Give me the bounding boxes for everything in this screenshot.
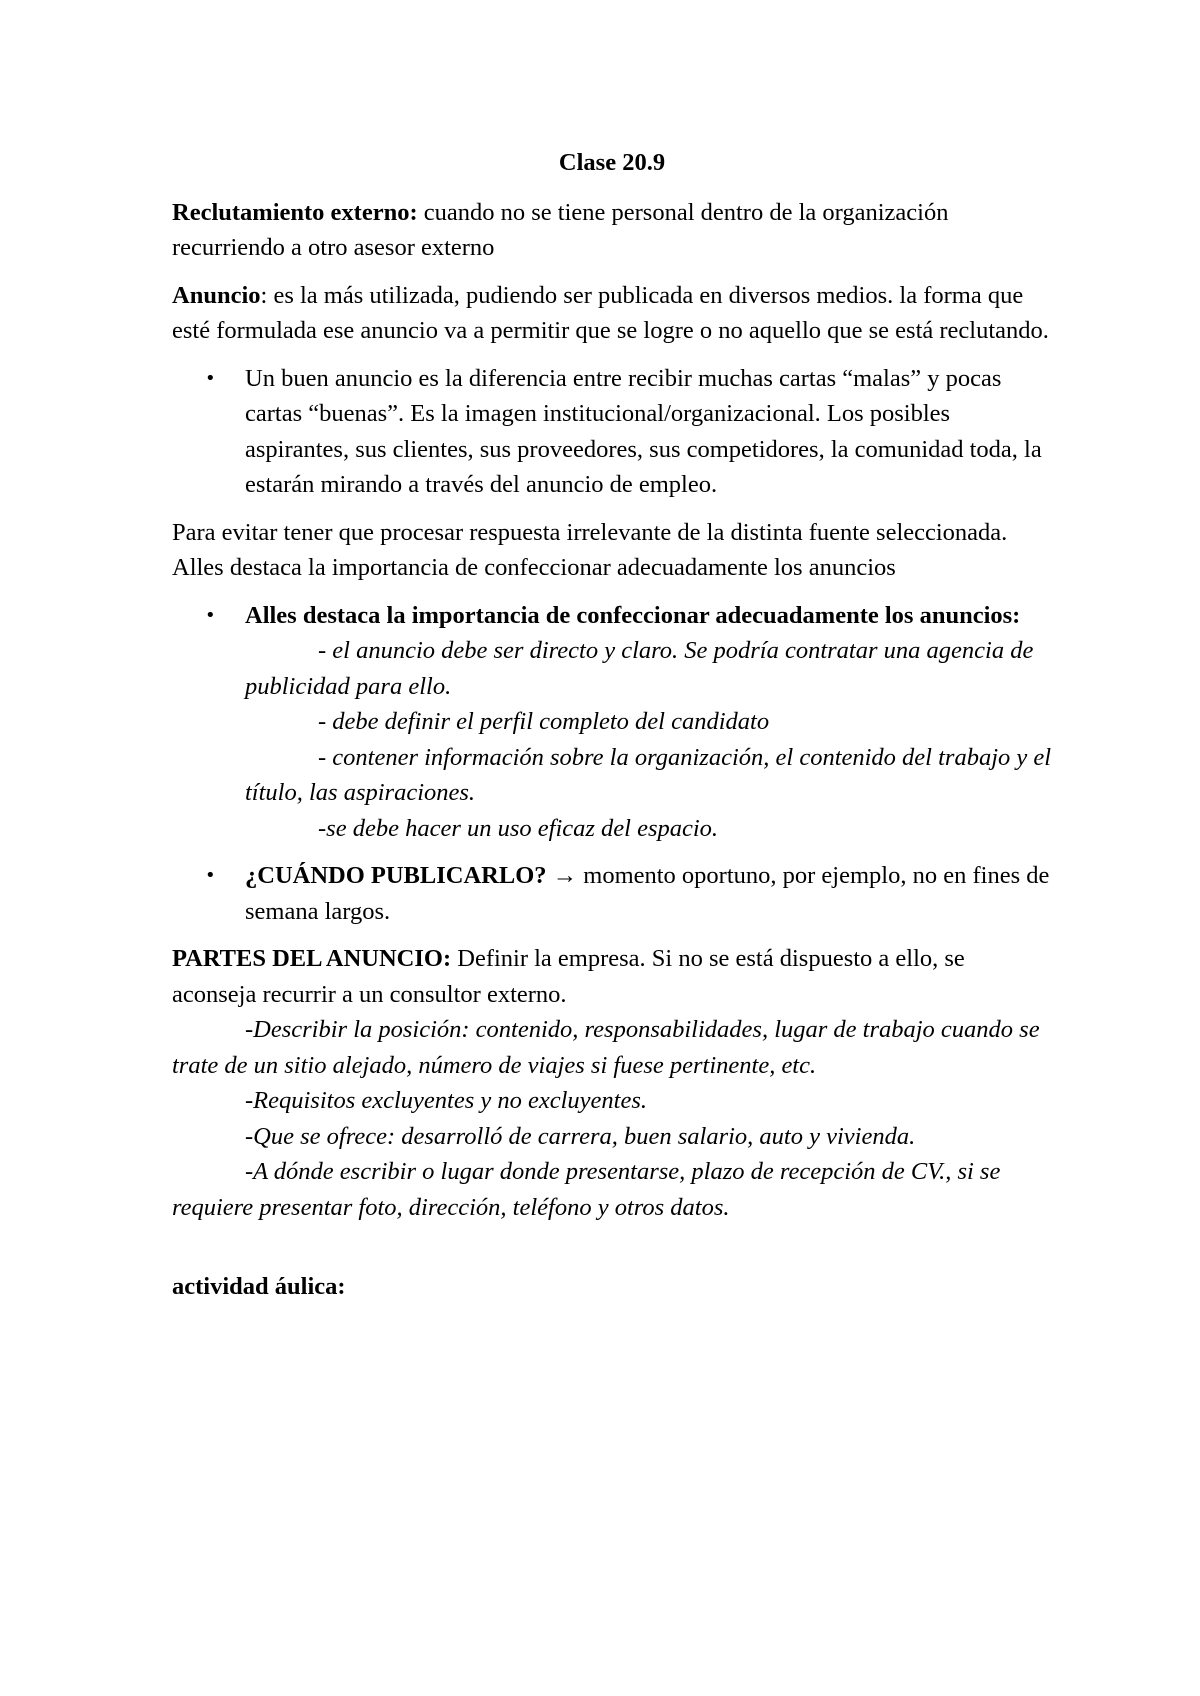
italic-subitem: -se debe hacer un uso eficaz del espacio. (318, 814, 719, 842)
paragraph-partes-del-anuncio (172, 941, 1052, 1012)
italic-subitem: - contener información sobre la organización, el contenido del trabajo y el título, las aspiraciones. (245, 743, 1052, 806)
bullet-icon: • (205, 865, 216, 886)
bullet-list-2 (172, 598, 1052, 930)
list-item-text: Un buen anuncio es la diferencia entre recibir muchas cartas “malas” y pocas cartas “buenas”. Es la imagen institucional/organizacional. Los posibles aspirantes, sus clientes, sus proveedores, sus competidores, la comunidad toda, la estarán mirando a través del anuncio de empleo. (245, 364, 1042, 498)
term-partes-del-anuncio: PARTES DEL ANUNCIO: (172, 945, 452, 972)
bullet-icon: • (205, 367, 216, 389)
term-reclutamiento-externo: Reclutamiento externo: (172, 198, 418, 226)
italic-subitem: -Requisitos excluyentes y no excluyentes. (245, 1087, 648, 1114)
list-item (172, 598, 1052, 847)
document-body (172, 145, 1052, 1317)
spacer (172, 1225, 1052, 1269)
italic-subitem: -Que se ofrece: desarrolló de carrera, buen salario, auto y vivienda. (245, 1122, 916, 1150)
italic-subitem: -A dónde escribir o lugar donde presentarse, plazo de recepción de CV., si se requiere presentar foto, dirección, teléfono y otros datos. (172, 1158, 1001, 1221)
page-title: Clase 20.9 (558, 149, 666, 176)
paragraph-text: Definir la empresa. Si no se está dispuesto a ello, se aconseja recurrir a un consultor externo. (172, 945, 965, 1008)
italic-subitem: - el anuncio debe ser directo y claro. Se podría contratar una agencia de publicidad para ello. (245, 637, 1034, 700)
paragraph-reclutamiento (172, 195, 1052, 266)
paragraph-text: : es la más utilizada, pudiendo ser publicada en diversos medios. la forma que esté formulada ese anuncio va a permitir que se logre o no aquello que se está reclutando. (172, 281, 1049, 344)
section-heading-actividad (172, 1269, 1052, 1305)
paragraph-text: cuando no se tiene personal dentro de la organización recurriendo a otro asesor externo (172, 198, 949, 261)
bullet-list-1 (172, 361, 1052, 503)
term-anuncio: Anuncio (172, 281, 261, 309)
italic-subitem: -Describir la posición: contenido, responsabilidades, lugar de trabajo cuando se trate de un sitio alejado, número de viajes si fuese pertinente, etc. (172, 1016, 1040, 1079)
paragraph-evitar: Para evitar tener que procesar respuesta irrelevante de la distinta fuente seleccionada. Alles destaca la importancia de confeccionar adecuadamente los anuncios (172, 518, 1008, 581)
list-item-lead: ¿CUÁNDO PUBLICARLO? (245, 862, 547, 889)
heading-actividad-aulica: actividad áulica: (172, 1273, 346, 1300)
italic-subitem: - debe definir el perfil completo del candidato (318, 708, 770, 735)
list-item (172, 361, 1052, 503)
list-item-lead: Alles destaca la importancia de confeccionar adecuadamente los anuncios: (245, 601, 1021, 629)
list-item (172, 858, 1052, 929)
bullet-icon: • (205, 604, 216, 626)
list-item-text: → momento oportuno, por ejemplo, no en fines de semana largos. (245, 862, 1050, 925)
paragraph-anuncio (172, 278, 1052, 349)
